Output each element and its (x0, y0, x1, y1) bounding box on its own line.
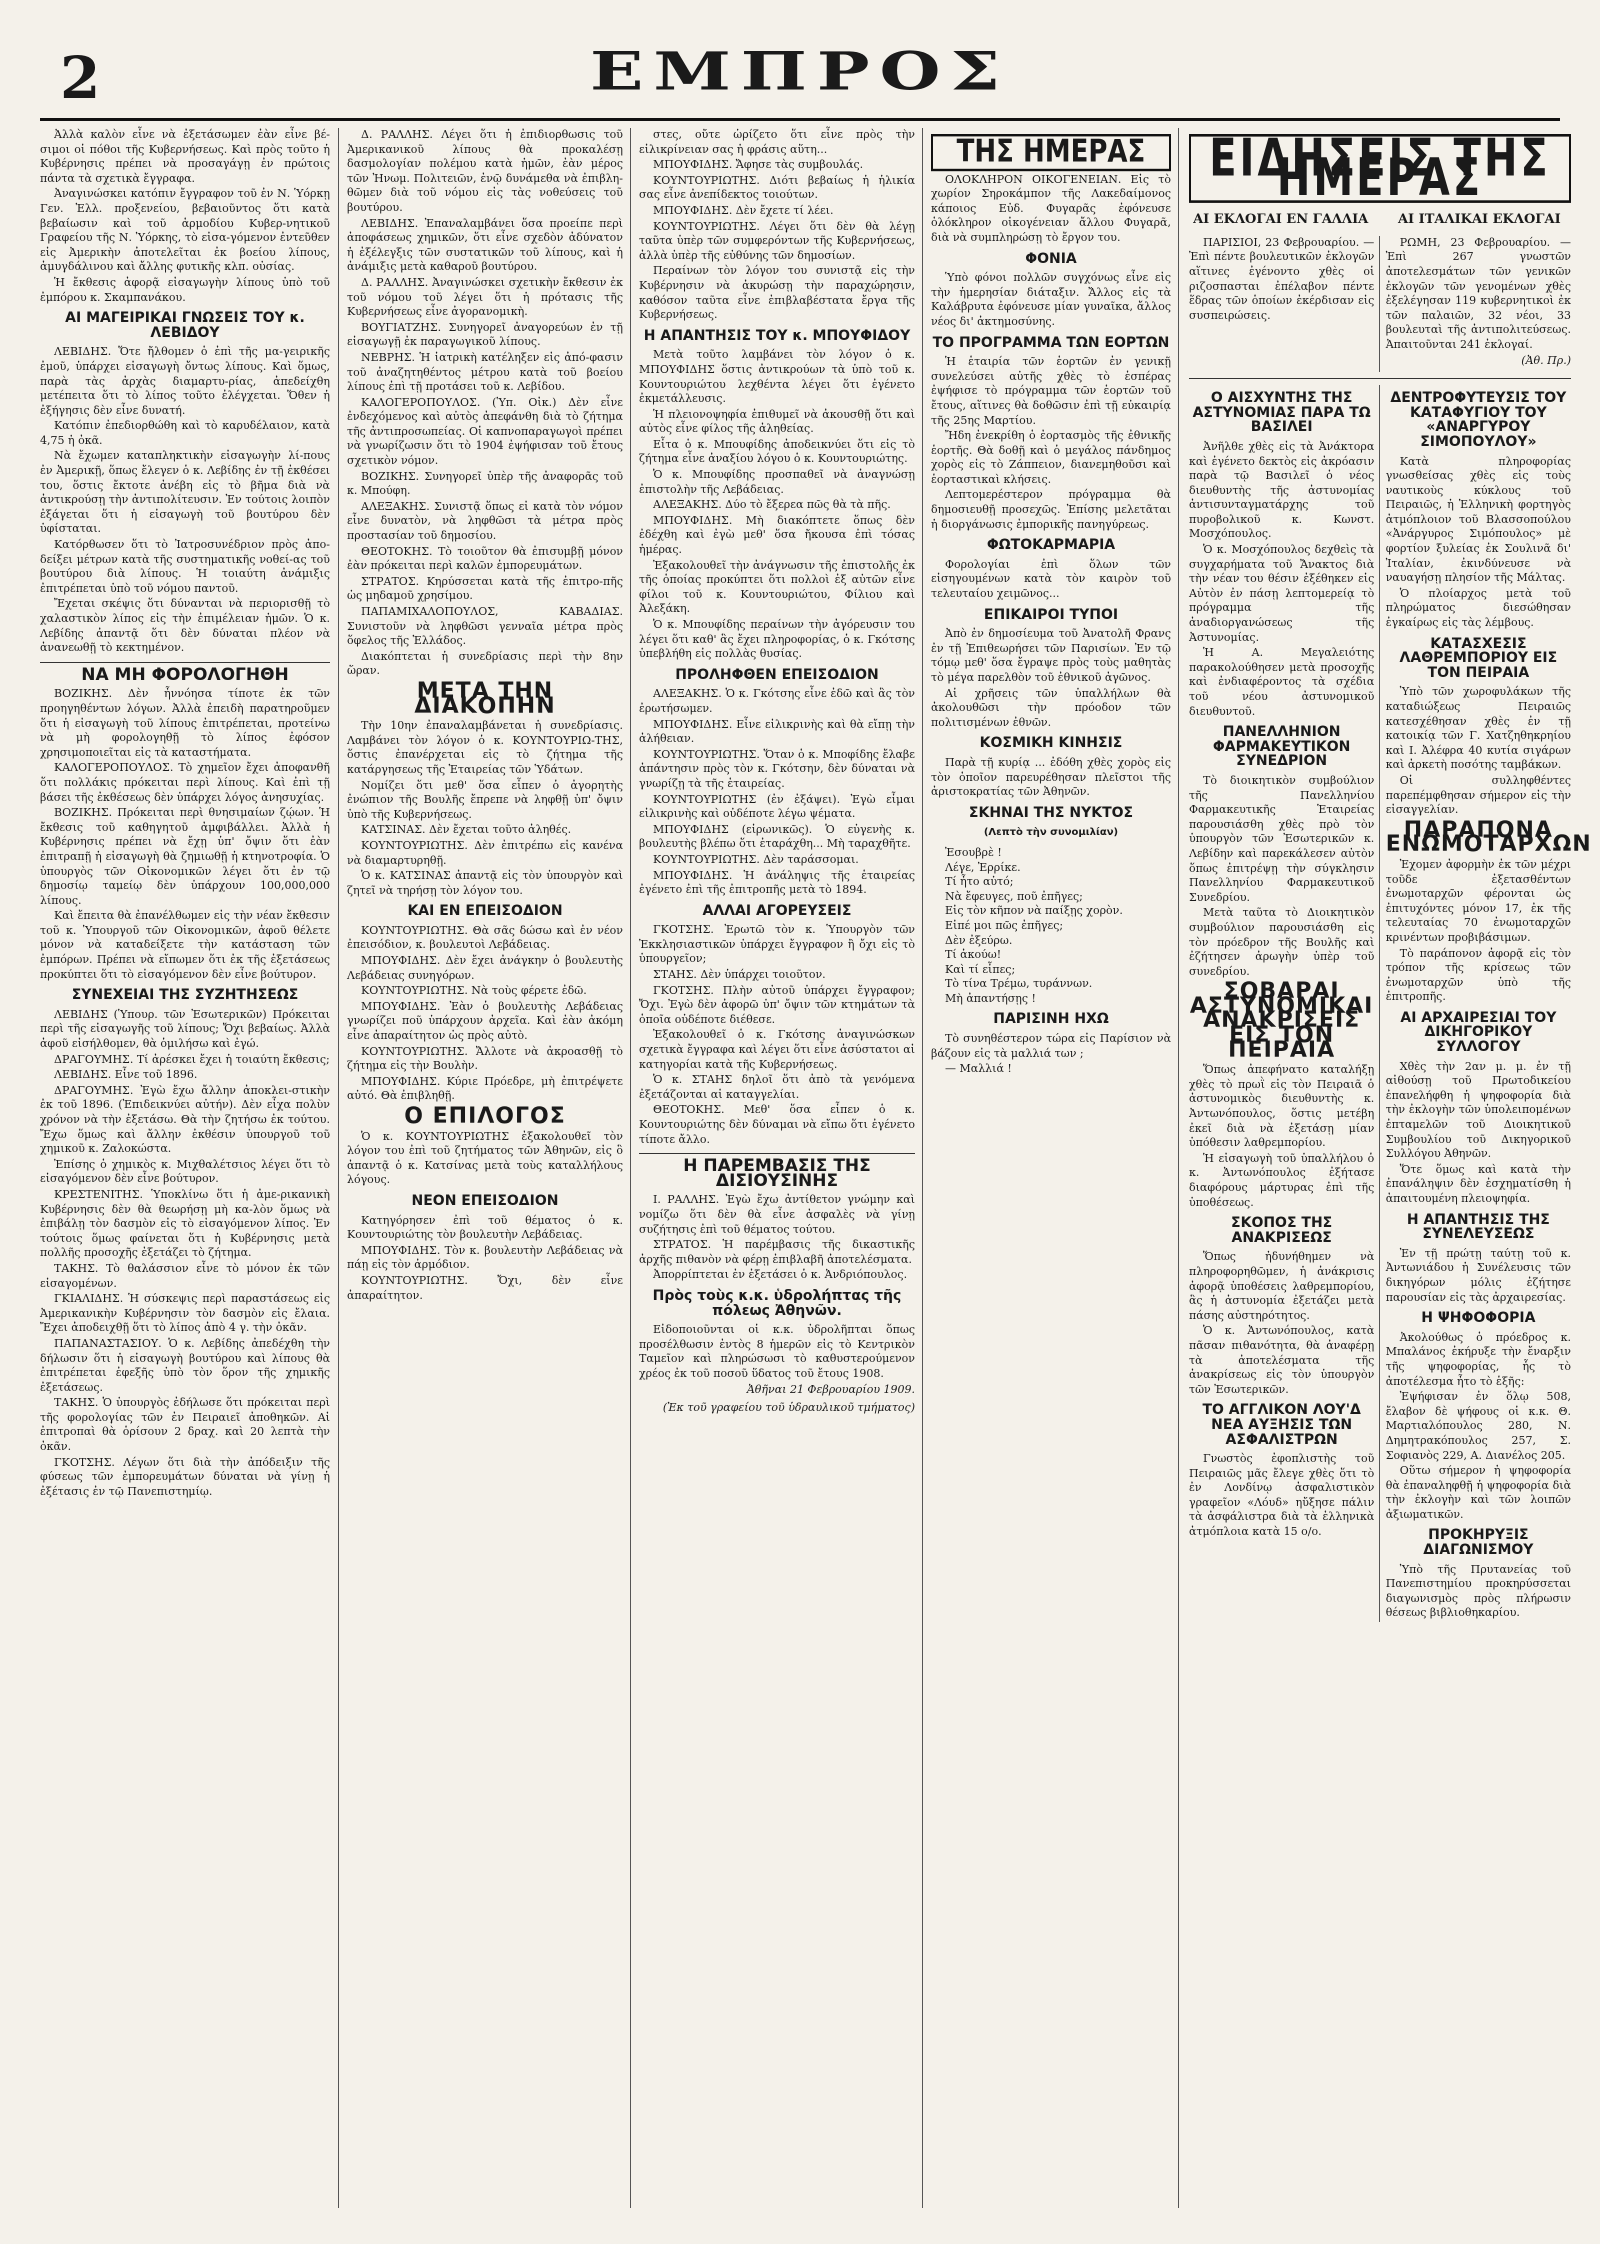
paragraph: Ὁ πλοίαρχος μετὰ τοῦ πληρώματος διεσώθησαν ἐγκαίρως εἰς τὰς λέμβους. (1385, 586, 1571, 630)
paragraph: στες, οὔτε ὡρίζετο ὅτι εἶνε πρὸς τὴν εἰλικρίνειαν σας ἡ φράσις αὕτη... (639, 128, 915, 156)
paragraph: Ὅπως ἠδυνήθημεν νὰ πληροφορηθῶμεν, ἡ ἀνάκρισις ἀφορᾷ ὑποθέσεις λαθρεμπορίου, ἃς ἡ ἀστυνομία ἐξετάζει μετὰ πάσης αὐστηρότητος. (1189, 1250, 1375, 1322)
divider (1189, 378, 1571, 379)
dialogue-line: Ἐσουβρὲ ! (945, 845, 1002, 859)
section-heading: ΤΟ ΑΓΓΛΙΚΟΝ ΛΟΥ'Δ ΝΕΑ ΑΥΞΗΣΙΣ ΤΩΝ ΑΣΦΑΛΙΣΤΡΩΝ (1202, 1402, 1361, 1448)
dialogue-line: Λέγε, Ἐρρίκε. (945, 860, 1021, 874)
section-subheading: (Λεπτὸ τὴν συνομιλίαν) (983, 827, 1119, 839)
italy-elections (1379, 236, 1571, 372)
paragraph: Ἀκολούθως ὁ πρόεδρος κ. Μπαλάνος ἐκήρυξε τὴν ἔναρξιν τῆς ψηφοφορίας, ἧς τὸ ἀποτέλεσμα ἦτο τὸ ἑξῆς: (1385, 1330, 1571, 1388)
dialogue-line: Εἰπέ μοι πῶς ἐπῆγες; (945, 918, 1064, 932)
column-3 (630, 128, 923, 2208)
paragraph: Ὁ κ. ΚΟΥΝΤΟΥΡΙΩΤΗΣ ἐξακολουθεῖ τὸν λόγον του ἐπὶ τοῦ ζητήματος τῶν Ἀθηνῶν, εἰς ὃ ἀπαντᾷ ὁ κ. Κατσίνας μετὰ τοὺς καταλλήλους λόγους. (347, 1129, 623, 1187)
paragraph: ΛΕΒΙΔΗΣ. Εἶνε τοῦ 1896. (54, 1068, 198, 1082)
section-heading: ΠΡΟΛΗΦΘΕΝ ΕΠΕΙΣΟΔΙΟΝ (675, 666, 879, 683)
paragraph: Εἶτα ὁ κ. Μπουφίδης ἀποδεικνύει ὅτι εἰς τὸ ζήτημα εἶνε ἀναξίου λόγου ὁ κ. Κουντουριώτης. (639, 437, 915, 466)
paragraph: Μετὰ τοῦτο λαμβάνει τὸν λόγον ὁ κ. ΜΠΟΥΦΙΔΗΣ ὅστις ἀντικρούων τὰ ὑπὸ τοῦ κ. Κουντουριώτου λεχθέντα λέγει ὅτι ἐγένετο ἐκμετάλλευσις. (639, 348, 915, 406)
paragraph: ΚΟΥΝΤΟΥΡΙΩΤΗΣ. Ἄλλοτε νὰ ἀκροασθῇ τὸ ζήτημα εἰς τὴν Βουλὴν. (347, 1044, 623, 1073)
paragraph: ΜΠΟΥΦΙΔΗΣ (εἰρωνικῶς). Ὁ εὐγενὴς κ. βουλευτὴς βλέπω ὅτι ἐταράχθη... Μὴ ταραχθῆτε. (639, 822, 915, 851)
paragraph: ΚΑΤΣΙΝΑΣ. Δὲν ἔχεται τοῦτο ἀληθές. (361, 823, 572, 837)
paragraph: Ἐπίσης ὁ χημικὸς κ. Μιχθαλέτσιος λέγει ὅτι τὸ εἰσαγόμενον δὲν εἶνε βούτυρον. (40, 1157, 330, 1186)
paragraph: Ὁ κ. Μπουφίδης περαίνων τὴν ἀγόρευσιν του λέγει ὅτι καθ' ἃς ἔχει πληροφορίας, ὁ κ. Γκότσης ὑπεβλήθη εἰς πολλὰς θυσίας. (639, 618, 915, 661)
section-heading: ΝΕΟΝ ΕΠΕΙΣΟΔΙΟΝ (411, 1192, 559, 1209)
section-heading: ΤΟ ΠΡΟΓΡΑΜΜΑ ΤΩΝ ΕΟΡΤΩΝ (932, 334, 1170, 351)
section-heading: ΑΛΛΑΙ ΑΓΟΡΕΥΣΕΙΣ (702, 902, 852, 919)
paragraph: Κατόπιν ἐπεδιορθώθη καὶ τὸ καρυδέλαιον, κατὰ 4,75 ἡ ὀκᾶ. (40, 419, 330, 447)
paragraph: ΛΕΒΙΔΗΣ (Ὑπουρ. τῶν Ἐσωτερικῶν) Πρόκειται περὶ τῆς εἰσαγωγῆς τοῦ λίπους; Ὄχι βεβαίως. Ἀλλὰ ἀφοῦ εἰσήλθομεν, θὰ ὁμιλήσω καὶ ἐγώ. (40, 1007, 330, 1051)
news-section (1178, 128, 1592, 2208)
dialogue-line: Τί ἀκούω! (945, 948, 1002, 962)
notice-source: (Ἐκ τοῦ γραφείου τοῦ ὑδραυλικοῦ τμήματος) (662, 1401, 915, 1415)
paragraph: ΓΚΙΑΛΙΔΗΣ. Ἡ σύσκεψις περὶ παραστάσεως εἰς Ἀμερικανικὴν Κυβέρνησιν τὸν δασμὸν εἰς ἔλαια. Ἔχει ἀποδειχθῇ ὅτι τὸ λίπος ἀπὸ 4 γ. τὴν ὀκᾶν. (40, 1292, 330, 1335)
paragraph: Ἐξακολουθεῖ τὴν ἀνάγνωσιν τῆς ἐπιστολῆς ἐκ τῆς ὁποίας προκύπτει ὅτι πολλοὶ ἐξ αὐτῶν εἶνε φίλοι τοῦ κ. Κουντουριώτου, Φίλιου καὶ Ἀλεξάκη. (639, 558, 915, 616)
notice-heading: Πρὸς τοὺς κ.κ. ὑδρολήπτας τῆς πόλεως Ἀθηνῶν. (652, 1287, 902, 1319)
paragraph: Ἐψήφισαν ἐν ὅλῳ 508, ἔλαβον δὲ ψήφους οἱ κ.κ. Θ. Μαρτιαλόπουλος 280, Ν. Δημητρακόπουλος 257, Σ. Σοφιανὸς 229, Α. Διανέλος 205. (1385, 1390, 1571, 1462)
page-number: 2 (60, 44, 101, 112)
paragraph: ΚΟΥΝΤΟΥΡΙΩΤΗΣ. Ὄχι, δὲν εἶνε ἀπαραίτητον. (347, 1273, 623, 1302)
france-elections (1189, 236, 1374, 372)
paragraph: ΡΩΜΗ, 23 Φεβρουαρίου. — Ἐπὶ 267 γνωστῶν ἀποτελεσμάτων τῶν γενικῶν ἐκλογῶν τῶν γενομένων χθὲς ἐξελέγησαν 119 κυβερνητικοὶ ἐκ τῶν παλαιῶν, 32 νέοι, 33 βουλευταὶ τῆς ἀντιπολιτεύσεως. Ἀπαιτοῦνται 241 ἐκλογαί. (1385, 235, 1571, 351)
section-heading: ΣΟΒΑΡΑΙ ΑΣΤΥΝΟΜΙΚΑΙ ΑΝΑΚΡΙΣΕΙΣ ΕΙΣ ΤΟΝ ΠΕΙΡΑΙΑ (1189, 979, 1374, 1063)
paragraph: Κατηγόρησεν ἐπὶ τοῦ θέματος ὁ κ. Κουντουριώτης τὸν βουλευτὴν Λεβάδειας. (347, 1213, 623, 1242)
paragraph: Χθὲς τὴν 2αν μ. μ. ἐν τῇ αἰθούσῃ τοῦ Πρωτοδικείου ἐπανελήφθη ἡ ψηφοφορία διὰ τὴν ἐκλογὴν τῶν ὑπολειπομένων ἐπταμελῶν τοῦ Διοικητικοῦ Συμβουλίου τοῦ Δικηγορικοῦ Συλλόγου Ἀθηνῶν. (1385, 1059, 1571, 1161)
paragraph: ΒΟΖΙΚΗΣ. Δὲν ἦννόησα τίποτε ἐκ τῶν προηγηθέντων λόγων. Ἀλλὰ ἐπειδὴ παρατηροῦμεν ὅτι ἡ εἰσαγωγὴ τοῦ λίπους ἐπιτρέπεται, προτείνω νὰ μὴ φορολογηθῇ τὸ λίπος ἐφόσον χρησιμοποιεῖται εἰς τὰ καταστήματα. (40, 687, 330, 759)
section-title: ΤΗΣ ΗΜΕΡΑΣ (931, 134, 1171, 171)
news-column-left (1189, 385, 1374, 1622)
paragraph: ΜΠΟΥΦΙΔΗΣ. Δὲν ἔχετε τί λέει. (653, 203, 834, 217)
paragraph: ΚΑΛΟΓΕΡΟΠΟΥΛΟΣ. (Ὑπ. Οἰκ.) Δὲν εἶνε ἐνδεχόμενος καὶ αὐτὸς ἀπεφάνθη διὰ τὸ ζήτημα τῆς ἀντιπροσωπείας. Οἱ καπνοπαραγωγοὶ πρέπει νὰ γνωρίζωσιν ὅτι τὸ 1904 ἐψήφισαν τοῦ ἔτους σχετικὸν νόμον. (347, 395, 623, 468)
paragraph: Ὁ κ. ΚΑΤΣΙΝΑΣ ἀπαντᾷ εἰς τὸν ὑπουργὸν καὶ ζητεῖ νὰ τηρήσῃ τὸν λόγον του. (347, 869, 623, 897)
paragraph: Τὴν 10ην ἐπαναλαμβάνεται ἡ συνεδρίασις. Λαμβάνει τὸν λόγον ὁ κ. ΚΟΥΝΤΟΥΡΙΩ-ΤΗΣ, ὅστις ἐπανέρχεται εἰς τὸ ζήτημα τῆς κατάργησεως τῆς Ἑταιρείας τῶν Ὑδάτων. (347, 719, 623, 776)
paragraph: ΚΑΛΟΓΕΡΟΠΟΥΛΟΣ. Τὸ χημεῖον ἔχει ἀποφανθῆ ὅτι πολλάκις πρόκειται περὶ λίπους. Καὶ ἐπὶ τῇ βάσει τῆς ἐκθέσεως δὲν ὑπάρχει λόγος ἀνησυχίας. (40, 761, 330, 804)
paragraph: Νομίζει ὅτι μεθ' ὅσα εἶπεν ὁ ἀγορητὴς ἐνώπιον τῆς Βουλῆς ἔπρεπε νὰ ληφθῇ ὑπ' ὄψιν ὑπὸ τῆς Κυβερνήσεως. (347, 778, 623, 821)
paragraph: ΜΠΟΥΦΙΔΗΣ. Ἐὰν ὁ βουλευτὴς Λεβάδειας γνωρίζει ποῦ ὑπάρχουν ἀρχεῖα. Καὶ ἐὰν ἀκόμη εἶνε ἀπαραίτητον ὡς πρὸς αὐτὸ. (347, 999, 623, 1043)
paragraph: Διακόπτεται ἡ συνεδρίασις περὶ τὴν 8ην ὥραν. (347, 649, 623, 678)
paragraph: ΚΟΥΝΤΟΥΡΙΩΤΗΣ. Νὰ τοὺς φέρετε ἐδῶ. (361, 984, 587, 998)
paragraph: ΔΡΑΓΟΥΜΗΣ. Τί ἀρέσκει ἔχει ἡ τοιαύτη ἔκθεσις; (54, 1052, 330, 1066)
section-heading: ΠΑΡΙΣΙΝΗ ΗΧΩ (993, 1011, 1109, 1028)
paragraph: Τὸ συνηθέστερον τώρα εἰς Παρίσιον νὰ βάζουν εἰς τὰ μαλλιά των ; (931, 1032, 1171, 1060)
dialogue-line: Καὶ τί εἶπες; (945, 962, 1016, 976)
section-heading: Η ΑΠΑΝΤΗΣΙΣ ΤΟΥ κ. ΜΠΟΥΦΙΔΟΥ (643, 327, 911, 344)
paragraph: Νὰ ἔχωμεν καταπληκτικὴν εἰσαγωγὴν λί-πους ἐν Ἀμερικῇ, ὅπως ἔλεγεν ὁ κ. Λεβίδης ἐν τῇ ἐκθέσει του, ὅστις ἔκτοτε ἀνέβη εἰς τὸ βῆμα διὰ νὰ ἀντικρούσῃ τὴν ἀντιπολίτευσιν. Ἐν τούτοις λοιπὸν ἐξάγεται ὅτι ἡ εἰσαγωγὴ τοῦ βουτύρου δὲν ὑφίσταται. (40, 449, 330, 536)
paragraph: ΝΕΒΡΗΣ. Ἡ ἰατρικὴ κατέληξεν εἰς ἀπό-φασιν τοῦ ἀναζητηθέντος μέτρου κατὰ τοῦ βοείου λίπους ἐπὶ τῇ προτάσει τοῦ κ. Λεβίδου. (347, 350, 623, 394)
paragraph: ΜΠΟΥΦΙΔΗΣ. Εἶνε εἰλικρινὴς καὶ θὰ εἴπῃ τὴν ἀλήθειαν. (639, 717, 915, 746)
section-heading: ΔΕΝΤΡΟΦΥΤΕΥΣΙΣ ΤΟΥ ΚΑΤΑΦΥΓΙΟΥ ΤΟΥ «ΑΝΑΡΓΥΡΟΥ ΣΙΜΟΠΟΥΛΟΥ» (1390, 390, 1567, 450)
paragraph: ΚΟΥΝΤΟΥΡΙΩΤΗΣ. Δὲν ἐπιτρέπω εἰς κανένα νὰ διαμαρτυρηθῇ. (347, 838, 623, 867)
paragraph: ΚΟΥΝΤΟΥΡΙΩΤΗΣ (ἐν ἐξάψει). Ἐγὼ εἶμαι εἰλικρινὴς καὶ οὐδέποτε λέγω ψέματα. (639, 792, 915, 821)
paragraph: Ἡ πλειονοψηφία ἐπιθυμεῖ νὰ ἀκουσθῇ ὅτι καὶ αὐτὸς εἶνε φίλος τῆς ἀληθείας. (639, 407, 915, 436)
paragraph: Κατὰ πληροφορίας γνωσθείσας χθὲς εἰς τοὺς ναυτικοὺς κύκλους τοῦ Πειραιῶς, ἡ Ἑλληνικὴ φορτηγὸς ἀτμόπλοιον τοῦ Βλασσοπούλου «Ἀνάργυρος Σιμόπουλος» μὲ φορτίον ξυλείας ἐκ Σουλινᾶ δι' Ἰταλίαν, ἐκινδύνευσε νὰ ναυαγήσῃ πλησίον τῆς Μάλτας. (1385, 454, 1571, 585)
paragraph: Ὅπως ἀπεφήνατο καταλήξῃ χθὲς τὸ πρωῒ εἰς τὸν Πειραιᾶ ὁ ἀστυνομικὸς διευθυντὴς κ. Ἀντωνόπουλος, ὅστις μετέβη ἐκεῖ διὰ νὰ ἐξετάσῃ μίαν ὑπόθεσιν λαθρεμπορίου. (1189, 1063, 1375, 1150)
section-heading: ΚΑΤΑΣΧΕΣΙΣ ΛΑΘΡΕΜΠΟΡΙΟΥ ΕΙΣ ΤΟΝ ΠΕΙΡΑΙΑ (1399, 635, 1558, 681)
paragraph: ΠΑΠΑΝΑΣΤΑΣΙΟΥ. Ὁ κ. Λεβίδης ἀπεδέχθη τὴν δήλωσιν ὅτι ἡ εἰσαγωγὴ βουτύρου καὶ λίπους θὰ ἐπιτρέπεται ἐφεξῆς ὑπὸ τὸν ὅρον τῆς χημικῆς ἐξετάσεως. (40, 1336, 330, 1394)
paragraph: ΣΤΡΑΤΟΣ. Ἡ παρέμβασις τῆς δικαστικῆς ἀρχῆς πιθανὸν νὰ φέρῃ ἐπιβλαβῆ ἀποτελέσματα. (639, 1238, 915, 1266)
paragraph: ΑΛΕΞΑΚΗΣ. Ὁ κ. Γκότσης εἶνε ἐδῶ καὶ ἂς τὸν ἐρωτήσωμεν. (639, 687, 915, 715)
paragraph: ΑΛΕΞΑΚΗΣ. Συνιστᾷ ὅπως εἰ κατὰ τὸν νόμον εἶνε δυνατὸν, νὰ ληφθῶσι τὰ μέτρα πρὸς προστασίαν τοῦ δημοσίου. (347, 499, 623, 543)
paragraph: Ἡ ἔκθεσις ἀφορᾷ εἰσαγωγὴν λίπους ὑπὸ τοῦ ἐμπόρου κ. Σκαμπανάκου. (40, 275, 330, 304)
section-heading: ΣΥΝΕΧΕΙΑΙ ΤΗΣ ΣΥΖΗΤΗΣΕΩΣ (71, 987, 299, 1004)
section-heading: Η ΨΗΦΟΦΟΡΙΑ (1421, 1310, 1536, 1327)
section-heading: ΦΩΤΟΚΑΡΜΑΡΙΑ (986, 537, 1116, 554)
paragraph: ΑΛΕΞΑΚΗΣ. Δύο τὸ ἔξερεα πῶς θὰ τὰ πῆς. (653, 498, 891, 512)
france-elections-heading: ΑΙ ΕΚΛΟΓΑΙ ΕΝ ΓΑΛΛΙΑ (1193, 212, 1369, 228)
paragraph: Ἀπορρίπτεται ἐν ἐξετάσει ὁ κ. Ἀνδριόπουλος. (653, 1268, 908, 1282)
paragraph: Ὁ κ. Ἀντωνόπουλος, κατὰ πᾶσαν πιθανότητα, θὰ ἀναφέρῃ τὰ ἀποτελέσματα τῆς ἀνακρίσεως εἰς τὸν ὑπουργὸν τῶν Ἐσωτερικῶν. (1189, 1324, 1375, 1396)
paragraph: Καὶ ἔπειτα θὰ ἐπανέλθωμεν εἰς τὴν νέαν ἔκθεσιν τοῦ κ. Ὑπουργοῦ τῶν Οἰκονομικῶν, ἀφοῦ θέλετε μόνον νὰ καταδείξετε τὴν κατάσταση τῶν ἐμπόρων. Πρέπει νὰ εἴπωμεν ὅτι ἐκ τῆς ἐξετάσεως προκύπτει ὅτι τὸ εἰσαγόμενον δὲν εἶνε βούτυρον. (40, 909, 330, 981)
paragraph: ΚΟΥΝΤΟΥΡΙΩΤΗΣ. Λέγει ὅτι δὲν θὰ λέγῃ ταῦτα ὑπὲρ τῶν συμφερόντων τῆς Κυβερνήσεως, ἀλλὰ ὑπὲρ τῆς εὐθύνης τῶν δημοσίων. (639, 219, 915, 262)
paragraph: Ἀνῆλθε χθὲς εἰς τὰ Ἀνάκτορα καὶ ἐγένετο δεκτὸς εἰς ἀκρόασιν παρὰ τῷ Βασιλεῖ ὁ νέος διευθυντὴς τῆς ἀστυνομίας ἀντισυνταγματάρχης τοῦ πυροβολικοῦ κ. Κωνστ. Μοσχόπουλος. (1189, 439, 1375, 541)
dialogue-line: Δὲν ἐξεύρω. (945, 933, 1013, 947)
section-heading: ΑΙ ΑΡΧΑΙΡΕΣΙΑΙ ΤΟΥ ΔΙΚΗΓΟΡΙΚΟΥ ΣΥΛΛΟΓΟΥ (1400, 1009, 1557, 1056)
section-heading: ΠΑΝΕΛΛΗΝΙΟΝ ΦΑΡΜΑΚΕΥΤΙΚΟΝ ΣΥΝΕΔΡΙΟΝ (1212, 724, 1351, 770)
paragraph: Ἐξακολουθεῖ ὁ κ. Γκότσης ἀναγινώσκων σχετικὰ ἔγγραφα καὶ λέγει ὅτι εἶνε ἀσύστατοι αἱ κατηγορίαι κατὰ τῆς Κυβερνήσεως. (639, 1028, 915, 1071)
paragraph: Ἐχομεν ἀφορμὴν ἐκ τῶν μέχρι τοῦδε ἐξετασθέντων ἐνωμοταρχῶν φέρονται ὡς ἐπιτυχόντες μόνον 17, ἐκ τῆς τελευταίας 70 ἐνωμοταρχῶν κρινέντων προβιβάσιμων. (1385, 857, 1571, 944)
paragraph: Ἡ ἑταιρία τῶν ἑορτῶν ἐν γενικῇ συνελεύσει αὐτῆς χθὲς τὸ ἑσπέρας ἐψήφισε τὸ πρόγραμμα τῶν ἑορτῶν τοῦ ἔτους, αἵτινες θὰ δοθῶσιν ἐπὶ τῇ εὐκαιρίᾳ τῆς 25ης Μαρτίου. (931, 355, 1171, 427)
newspaper-title: ΕΜΠΡΟΣ (589, 40, 1011, 103)
news-column-right (1379, 385, 1592, 1622)
paragraph: Γνωστὸς ἐφοπλιστὴς τοῦ Πειραιῶς μᾶς ἔλεγε χθὲς ὅτι τὸ ἐν Λονδίνῳ ἀσφαλιστικὸν γραφεῖον «Λόυδ» ηὔξησε πάλιν τὰ ἀσφάλιστρα διὰ τὰ ἑλληνικὰ ἀτμόπλοια κατὰ 15 ο/ο. (1189, 1452, 1375, 1539)
paragraph: ΜΠΟΥΦΙΔΗΣ. Μὴ διακόπτετε ὅπως δὲν ἐδέχθη καὶ ἐγὼ μεθ' ὅσα ἤκουσα ἐπὶ τόσας ἡμέρας. (639, 513, 915, 557)
paragraph: Ὑπὸ τῶν χωροφυλάκων τῆς καταδιώξεως Πειραιῶς κατεσχέθησαν χθὲς ἐν τῇ κατοικίᾳ τῶν Γ. Χατζηθηκρηίου καὶ Ι. Ἀλέφρα 40 κυτία σιγάρων καὶ ἀρκετὴ ποσότης ταμβάκων. (1385, 685, 1571, 772)
paragraph: Ὅτε ὅμως καὶ κατὰ τὴν ἐπανάληψιν δὲν ἐσχηματίσθη ἡ ἀπαιτουμένη πλειοψηφία. (1385, 1162, 1571, 1205)
section-heading: ΚΟΣΜΙΚΗ ΚΙΝΗΣΙΣ (979, 735, 1123, 752)
section-heading: ΚΑΙ ΕΝ ΕΠΕΙΣΟΔΙΟΝ (407, 903, 563, 920)
paragraph: Ἡ Α. Μεγαλειότης παρακολούθησεν μετὰ προσοχῆς καὶ ἐνδιαφέροντος τὰ σχέδια τοῦ νέου ἀστυνομικοῦ διευθυντοῦ. (1189, 646, 1375, 718)
section-heading: ΠΑΡΑΠΟΝΑ ΕΝΩΜΟΤΑΡΧΩΝ (1385, 817, 1592, 858)
paragraph: ΜΠΟΥΦΙΔΗΣ. Ἡ ἀνάληψις τῆς ἑταιρείας ἐγένετο ἐπὶ τῆς ἐπιτροπῆς μετὰ τὸ 1894. (639, 868, 915, 897)
dialogue-line: Εἰς τὸν κῆπον νὰ παίξῃς χορὸν. (945, 904, 1123, 918)
paragraph: Ι. ΡΑΛΛΗΣ. Ἐγὼ ἔχω ἀντίθετον γνώμην καὶ νομίζω ὅτι δὲν θὰ εἶνε ἀσφαλὲς νὰ γίνῃ συζήτησις ἐπὶ τοῦ θέματος τούτου. (639, 1193, 915, 1236)
paragraph: Οὕτω σήμερον ἡ ψηφοφορία θὰ ἐπαναληφθῇ ἡ ψηφοφορία διὰ τὴν ἐκλογὴν καὶ τῶν λοιπῶν ἀξιωματικῶν. (1385, 1464, 1571, 1521)
section-heading: ΕΠΙΚΑΙΡΟΙ ΤΥΠΟΙ (983, 606, 1119, 623)
paragraph: ΛΕΒΙΔΗΣ. Ὅτε ἤλθομεν ὁ ἐπὶ τῆς μα-γειρικῆς ἐμοῦ, ὑπάρχει εἰσαγωγὴ ὄντως λίπους. Καὶ ὅμως, παρὰ τὰς ἀρχὰς διαμαρτυ-ρίας, ἀπεδείχθη μετέπειτα ὅτι τὸ λίπος τοῦτο ἐλέγχεται. Ὅθεν ἡ ἐξήγησις δὲν εἶνε δυνατή. (40, 345, 330, 417)
paragraph: Παρὰ τῇ κυρίᾳ ... ἐδόθη χθὲς χορὸς εἰς τὸν ὁποῖον παρευρέθησαν πλεῖστοι τῆς ἀριστοκρατίας τῶν Ἀθηνῶν. (931, 755, 1171, 799)
paragraph: ΒΟΖΙΚΗΣ. Πρόκειται περὶ θνησιμαίων ζῴων. Ἡ ἔκθεσις τοῦ καθηγητοῦ ἀμφιβάλλει. Ἀλλὰ ἡ Κυβέρνησις πρέπει νὰ ἔχῃ ὑπ' ὄψιν ὅτι ἐὰν ἐπιτραπῇ ἡ εἰσαγωγὴ θὰ ζημιωθῇ ἡ κτηνοτροφία. Ὁ ὑπουργὸς τῶν Οἰκονομικῶν λέγει ὅτι ἐν τῷ δημοσίῳ ταμείῳ δὲν ὑπάρχουν 100,000,000 λίπους. (40, 806, 330, 907)
paragraph: ΜΠΟΥΦΙΔΗΣ. Τὸν κ. βουλευτὴν Λεβάδειας νὰ πάῃ εἰς τὸν ἀρμόδιον. (347, 1243, 623, 1272)
paragraph: Τὸ διοικητικὸν συμβούλιον τῆς Πανελληνίου Φαρμακευτικῆς Ἑταιρείας παρουσιάσθη χθὲς πρὸ τὸν ὑπουργὸν τῶν Ἐσωτερικῶν κ. Λεβίδην καὶ παρεκάλεσεν αὐτὸν ὅπως ἐπιτρέψῃ τὴν σύγκλησιν Πανελληνίου Φαρμακευτικοῦ Συνεδρίου. (1189, 773, 1375, 904)
italy-elections-heading: ΑΙ ΙΤΑΛΙΚΑΙ ΕΚΛΟΓΑΙ (1397, 212, 1561, 228)
paragraph: Ὁ κ. Μοσχόπουλος δεχθεὶς τὰ συγχαρήματα τοῦ Ἄνακτος διὰ τὴν νέαν του θέσιν ἐξέθηκεν εἰς Αὐτὸν ἐν πάσῃ λεπτομερείᾳ τὸ πρόγραμμα τῆς ἀναδιοργανώσεως τῆς Ἀστυνομίας. (1189, 543, 1375, 644)
section-heading: ΜΕΤΑ ΤΗΝ ΔΙΑΚΟΠΗΝ (414, 678, 556, 719)
paragraph: Δ. ΡΑΛΛΗΣ. Ἀναγινώσκει σχετικὴν ἔκθεσιν ἐκ τοῦ νόμου τοῦ λέγει ὅτι ἡ πρότασις τῆς Κυβερνήσεως εἶνε ἀγορανομικὴ. (347, 275, 623, 319)
paragraph: ΘΕΟΤΟΚΗΣ. Μεθ' ὅσα εἶπεν ὁ κ. Κουντουριώτης δὲν δύναμαι νὰ εἴπω ὅτι ἐγένετο τίποτε ἄλλο. (639, 1103, 915, 1146)
section-heading: Η ΑΠΑΝΤΗΣΙΣ ΤΗΣ ΣΥΝΕΛΕΥΣΕΩΣ (1406, 1211, 1550, 1243)
paragraph: Ὑπὸ τῆς Πρυτανείας τοῦ Πανεπιστημίου προκηρύσσεται διαγωνισμὸς πρὸς πλήρωσιν θέσεως βιβλιοθηκαρίου. (1385, 1562, 1571, 1620)
dialogue-line: Μὴ ἀπαντήσῃς ! (945, 991, 1036, 1005)
paragraph: Ἐν τῇ πρώτῃ ταύτῃ τοῦ κ. Ἀντωνιάδου ἡ Συνέλευσις τῶν δικηγόρων μόλις ἐζήτησε παρουσίαν εἰς τὰς ἀρχαιρεσίας. (1385, 1246, 1571, 1304)
paragraph: Μετὰ ταῦτα τὸ Διοικητικὸν συμβούλιον παρουσιάσθη εἰς τὸν πρόεδρον τῆς Βουλῆς καὶ ἐζήτησεν ἀρωγὴν ὑπὲρ τοῦ συνεδρίου. (1189, 906, 1375, 978)
paragraph: ΣΤΑΗΣ. Δὲν ὑπάρχει τοιοῦτον. (653, 968, 826, 982)
section-heading: ΣΚΟΠΟΣ ΤΗΣ ΑΝΑΚΡΙΣΕΩΣ (1231, 1215, 1333, 1246)
paragraph: Εἰδοποιοῦνται οἱ κ.κ. ὑδρολῆπται ὅπως προσέλθωσιν ἐντὸς 8 ἡμερῶν εἰς τὸ Κεντρικὸν Ταμεῖον καὶ πληρώσωσι τὸ καθυστερούμενον χρέος ἐκ τοῦ ποσοῦ ὕδατος τοῦ ἔτους 1908. (639, 1323, 915, 1380)
paragraph: ΟΛΟΚΛΗΡΟΝ ΟΙΚΟΓΕΝΕΙΑΝ. Εἰς τὸ χωρίον Σηροκάμπον τῆς Λακεδαίμονος κάποιος Εὐδ. Φυγαρᾶς ἐφόνευσε ὁλόκληρον οἰκογένειαν ἄλλου Φυγαρᾶ, διὰ νὰ συμπληρώσῃ τὸ ἔργον του. (931, 172, 1171, 244)
paragraph: ΘΕΟΤΟΚΗΣ. Τὸ τοιοῦτον θὰ ἐπισυμβῇ μόνον ἐὰν πρόκειται περὶ καλῶν ἐμπορευμάτων. (347, 544, 623, 573)
section-heading: Η ΠΑΡΕΜΒΑΣΙΣ ΤΗΣ ΔΙΣΙΟΥΣΙΝΗΣ (639, 1153, 915, 1188)
news-columns (1189, 385, 1592, 1622)
paragraph: ΚΡΕΣΤΕΝΙΤΗΣ. Ὑποκλίνω ὅτι ἡ ἀμε-ρικανικὴ Κυβέρνησις δὲν θὰ θεωρήσῃ μὴ κα-λὸν ὅμως νὰ ἐπιβάλῃ τὸν δασμὸν εἰς τὸ εἰσαγόμενον λίπος. Ἐν τούτοις ὅμως φαίνεται ὅτι ἡ Κυβέρνησις μετὰ πολλῆς προσοχῆς ἐξετάζει τὸ ζήτημα. (40, 1187, 330, 1260)
paragraph: Λεπτομερέστερον πρόγραμμα θὰ δημοσιευθῇ προσεχῶς. Ἐπίσης μελετᾶται ἡ διοργάνωσις ἐμπορικῆς πανηγύρεως. (931, 488, 1171, 531)
paragraph: ΣΤΡΑΤΟΣ. Κηρύσσεται κατὰ τῆς ἐπιτρο-πῆς ὡς μηδαμοῦ χρησίμου. (347, 574, 623, 603)
paragraph: ΓΚΟΤΣΗΣ. Λέγων ὅτι διὰ τὴν ἀπόδειξιν τῆς φύσεως τῶν ἐμπορευμάτων δύναται νὰ γίνῃ ἡ ἐξέτασις ἐν τῷ Πανεπιστημίῳ. (40, 1455, 330, 1498)
paragraph: ΚΟΥΝΤΟΥΡΙΩΤΗΣ. Θὰ σᾶς δώσω καὶ ἐν νέον ἐπεισόδιον, κ. βουλευτοὶ Λεβάδειας. (347, 923, 623, 952)
column-2 (338, 128, 631, 2208)
paragraph: ΜΠΟΥΦΙΔΗΣ. Δὲν ἔχει ἀνάγκην ὁ βουλευτὴς Λεβάδειας συνηγόρων. (347, 954, 623, 982)
paragraph: ΜΠΟΥΦΙΔΗΣ. Κύριε Πρόεδρε, μὴ ἐπιτρέψετε αὐτό. Θὰ ἐπιβληθῇ. (347, 1074, 623, 1103)
paragraph: Ἀλλὰ καλὸν εἶνε νὰ ἐξετάσωμεν ἐὰν εἶνε βέ-σιμοι οἱ πόθοι τῆς Κυβερνήσεως. Καὶ πρὸς τοῦτο ἡ Κυβέρνησις πρέπει νὰ προσαγάγῃ ἐν πρώτοις πάντα τὰ σχετικὰ ἔγγραφα. (40, 128, 330, 185)
dialogue-list (931, 846, 1171, 1007)
paragraph: Ἔχεται σκέψις ὅτι δύνανται νὰ περιορισθῇ τὸ χαλαστικὸν λίπος εἰς τὴν ἐπιμέλειαν ἡμῶν. Ὁ κ. Λεβίδης ἀπαντᾷ ὅτι δὲν δύναται πλέον νὰ ἀνανεωθῇ τὸ κεκτημένον. (40, 597, 330, 655)
paragraph: ΓΚΟΤΣΗΣ. Πλὴν αὐτοῦ ὑπάρχει ἔγγραφον; Ὄχι. Ἐγὼ δὲν ἀφορῶ ὑπ' ὄψιν τῶν κτημάτων τὰ ὁποῖα οὐδέποτε διέθεσε. (639, 983, 915, 1026)
paragraph: ΛΕΒΙΔΗΣ. Ἐπαναλαμβάνει ὅσα προείπε περὶ ἀποφάσεως χημικῶν, ὅτι εἶνε σχεδὸν ἀδύνατον ἡ ἐξέλεγξις τῶν συστατικῶν τοῦ λίπους, καὶ ἡ ἀνάμιξις μετὰ καθαροῦ βουτύρου. (347, 216, 623, 274)
paragraph: ΔΡΑΓΟΥΜΗΣ. Ἐγὼ ἔχω ἄλλην ἀποκλει-στικὴν ἐκ τοῦ 1896. (Ἐπιδεικνύει αὐτήν). Δὲν εἶχα πολὺν χρόνον νὰ τὴν ἐξετάσω. Θὰ τὴν ζητήσω ἐκ τούτου. Ἔχω ὅμως καὶ ἄλλην ἐκθέσιν ὑπουργοῦ τοῦ χημικοῦ κ. Ζαλοκώστα. (40, 1083, 330, 1156)
paragraph: Οἱ συλληφθέντες παρεπέμφθησαν σήμερον εἰς τὴν εἰσαγγελίαν. (1385, 773, 1571, 817)
paragraph: Ἀναγινώσκει κατόπιν ἔγγραφον τοῦ ἐν Ν. Ὑόρκῃ Γεν. Ἑλλ. προξενείου, βεβαιοῦντος ὅτι κατὰ βεβαίωσιν καὶ τοῦ ἁρμοδίου Κυβερ-νητικοῦ Γραφείου τῆς Ν. Ὑόρκης, τὸ εἰσα-γόμενον ἐντεῦθεν εἰς Ἀμερικὴν ἀποτελεῖται ἐκ βοείου λίπους, ἀμυγδάλινου καὶ ἄλλης φυτικῆς κλπ. οὐσίας. (40, 187, 330, 274)
section-heading: ΝΑ ΜΗ ΦΟΡΟΛΟΓΗΘΗ (40, 662, 330, 683)
elections-row (1189, 236, 1571, 372)
dialogue-line: Νὰ ἔφευγες, ποῦ ἐπῆγες; (945, 889, 1083, 903)
paragraph: ΚΟΥΝΤΟΥΡΙΩΤΗΣ. Δὲν ταράσσομαι. (653, 852, 859, 866)
dialogue-line: Τί ἦτο αὐτό; (945, 875, 1014, 889)
paragraph: Τὸ παράπονον ἀφορᾷ εἰς τὸν τρόπον τῆς κρίσεως τῶν ἐνωμοταρχῶν ὑπὸ τῆς ἐπιτροπῆς. (1385, 946, 1571, 1004)
paragraph: Φορολογίαι ἐπὶ ὅλων τῶν εἰσηγουμένων κατὰ τὸν καιρὸν τοῦ τελευταίου χειμῶνος... (931, 557, 1171, 601)
paragraph: Ὁ κ. Μπουφίδης προσπαθεῖ νὰ ἀναγνώσῃ ἐπιστολὴν τῆς Λεβάδειας. (639, 468, 915, 496)
news-banner: ΕΙΔΗΣΕΙΣ ΤΗΣ ΗΜΕΡΑΣ (1189, 134, 1571, 203)
paragraph: Περαίνων τὸν λόγον του συνιστᾷ εἰς τὴν Κυβέρνησιν νὰ ἀκυρώσῃ τὴν παραχώρησιν, καθόσον ταῦτα εἶνε ἐπιβλαβέστατα ἔργα τῆς Κυβερνήσεως. (639, 264, 915, 322)
section-heading: Ο ΑΙΣΧΥΝΤΗΣ ΤΗΣ ΑΣΤΥΝΟΜΙΑΣ ΠΑΡΑ ΤΩ ΒΑΣΙΛΕΙ (1192, 390, 1371, 436)
paragraph: ΚΟΥΝΤΟΥΡΙΩΤΗΣ. Διότι βεβαίως ἡ ἡλικία σας εἶνε ἀνεπίδεκτος τοιούτων. (639, 173, 915, 202)
elections-subheadings (1189, 213, 1571, 228)
paragraph: Αἱ χρῆσεις τῶν ὑπαλλήλων θὰ ἀκολουθῶσι τὴν πρόοδον τῶν πολιτισμένων ἐθνῶν. (931, 686, 1171, 729)
paragraph: ΜΠΟΥΦΙΔΗΣ. Ἄφησε τὰς συμβουλάς. (653, 158, 864, 172)
masthead (40, 40, 1560, 121)
paragraph: Ἀπὸ ἐν δημοσίευμα τοῦ Ἀνατολῆ Φρανς ἐν τῇ Ἐπιθεωρήσει τῶν Παρισίων. Ἐν τῷ τόμῳ μεθ' ὅσα ἔγραψε πρὸς τοὺς μαθητὰς τὸ μέγα παρελθὸν τοῦ ἐθνικοῦ ἀγῶνος. (931, 627, 1171, 684)
paragraph: Ὑπὸ φόνοι πολλῶν συγχόνως εἶνε εἰς τὴν ἡμερησίαν διάταξιν. Ἄλλος εἰς τὰ Καλάβρυτα ἐφόνευσε μίαν γυναῖκα, ἄλλος νέος δι' ἀκτημοσύνης. (931, 271, 1171, 328)
section-heading: ΦΟΝΙΑ (1025, 250, 1077, 267)
paragraph: ΤΑΚΗΣ. Ὁ ὑπουργὸς ἐδήλωσε ὅτι πρόκειται περὶ τῆς φορολογίας τῶν ἐν Πειραιεῖ ἀποθηκῶν. Αἱ ἐπιτροπαὶ θὰ ὁρίσουν 2 δραχ. καὶ 20 λεπτὰ τὴν ὀκᾶν. (40, 1396, 330, 1454)
paragraph: Κατόρθωσεν ὅτι τὸ Ἰατροσυνέδριον πρὸς ἀπο-δείξει μέτρων κατὰ τῆς συστηματικῆς νοθεί-ας τοῦ βουτύρου διὰ λίπους. Ἡ τοιαύτη ἀνάμιξις ἐπιτρέπεται ὑπὸ τοῦ νόμου παντοῦ. (40, 538, 330, 595)
column-1 (40, 128, 338, 2208)
paragraph: Ἡ εἰσαγωγὴ τοῦ ὑπαλλήλου ὁ κ. Ἀντωνόπουλος ἐξήτασε διαφόρους μάρτυρας ἐπὶ τῆς ὑποθέσεως. (1189, 1151, 1375, 1209)
notice-date: Ἀθῆναι 21 Φεβρουαρίου 1909. (746, 1382, 915, 1396)
paragraph: Δ. ΡΑΛΛΗΣ. Λέγει ὅτι ἡ ἐπιδιορθωσις τοῦ Ἀμερικανικοῦ λίπους θὰ προκαλέσῃ δασμολογίαν πολέμου κατὰ ἡμῶν, ἐὰν μέρος τῶν Ἠνωμ. Πολιτειῶν, ἐνῷ δυνάμεθα νὰ ἐπιβλη-θῶμεν διὰ τοῦ νόμου εἰς τὰς νοθεύσεις τοῦ βουτύρου. (347, 128, 623, 214)
paragraph: ΒΟΥΓΙΑΤΖΗΣ. Συνηγορεῖ ἀναγορεύων ἐν τῇ εἰσαγωγῇ ἐκ παραγωγικοῦ λίπους. (347, 320, 623, 349)
paragraph: ΠΑΠΑΜΙΧΑΛΟΠΟΥΛΟΣ, ΚΑΒΑΔΙΑΣ. Συνιστοῦν νὰ ληφθῶσι γενναῖα μέτρα πρὸς ὅφελος τῆς Ἑλλάδος. (347, 605, 623, 648)
source-signature: (Ἀθ. Πρ.) (1521, 353, 1571, 367)
paragraph: Ὁ κ. ΣΤΑΗΣ δηλοῖ ὅτι ἀπὸ τὰ γενόμενα ἐξετάζονται αἱ καταγγελίαι. (639, 1073, 915, 1101)
paragraph: ΚΟΥΝΤΟΥΡΙΩΤΗΣ. Ὅταν ὁ κ. Μποφίδης ἔλαβε ἀπάντησιν πρὸς τὸν κ. Γκότσην, δὲν δύναται νὰ γνωρίζῃ τὰ τῆς ἑταιρείας. (639, 747, 915, 790)
section-heading: ΠΡΟΚΗΡΥΞΙΣ ΔΙΑΓΩΝΙΣΜΟΥ (1423, 1527, 1534, 1559)
paragraph: ΒΟΖΙΚΗΣ. Συνηγορεῖ ὑπὲρ τῆς ἀναφορᾶς τοῦ κ. Μπούφη. (347, 469, 623, 498)
section-heading: ΑΙ ΜΑΓΕΙΡΙΚΑΙ ΓΝΩΣΕΙΣ ΤΟΥ κ. ΛΕΒΙΔΟΥ (65, 310, 305, 341)
paragraph: Ἤδη ἐνεκρίθη ὁ ἐορτασμὸς τῆς ἐθνικῆς ἑορτῆς. Θὰ δοθῇ καὶ ὁ μεγάλος πάνδημος χορὸς εἰς τὸ Ζάππειον, διανεμηθοῦσι καὶ ἑορταστικαὶ κλήσεις. (931, 429, 1171, 486)
paragraph: ΤΑΚΗΣ. Τὸ θαλάσσιον εἶνε τὸ μόνον ἐκ τῶν εἰσαγομένων. (40, 1261, 330, 1290)
paragraph: ΓΚΟΤΣΗΣ. Ἐρωτῶ τὸν κ. Ὑπουργὸν τῶν Ἐκκλησιαστικῶν ὑπάρχει ἔγγραφον ἢ ὄχι εἰς τὸ ὑπουργεῖον; (639, 923, 915, 966)
dialogue-line: Τὸ τίνα Τρέμω, τυράννων. (945, 977, 1093, 991)
section-heading: ΣΚΗΝΑΙ ΤΗΣ ΝΥΚΤΟΣ (968, 804, 1134, 821)
paragraph: — Μαλλιά ! (945, 1062, 1012, 1076)
paragraph: ΠΑΡΙΣΙΟΙ, 23 Φεβρουαρίου. — Ἐπὶ πέντε βουλευτικῶν ἐκλογῶν αἵτινες ἐγένοντο χθὲς οἱ ριζοσπασται ἐπέλαβον πέντε ἕδρας τῶν ὁποίων ἐκέρδισαν εἰς συσπειρώσεις. (1189, 235, 1375, 322)
section-heading: Ο ΕΠΙΛΟΓΟΣ (404, 1104, 566, 1129)
column-4 (922, 128, 1179, 2208)
